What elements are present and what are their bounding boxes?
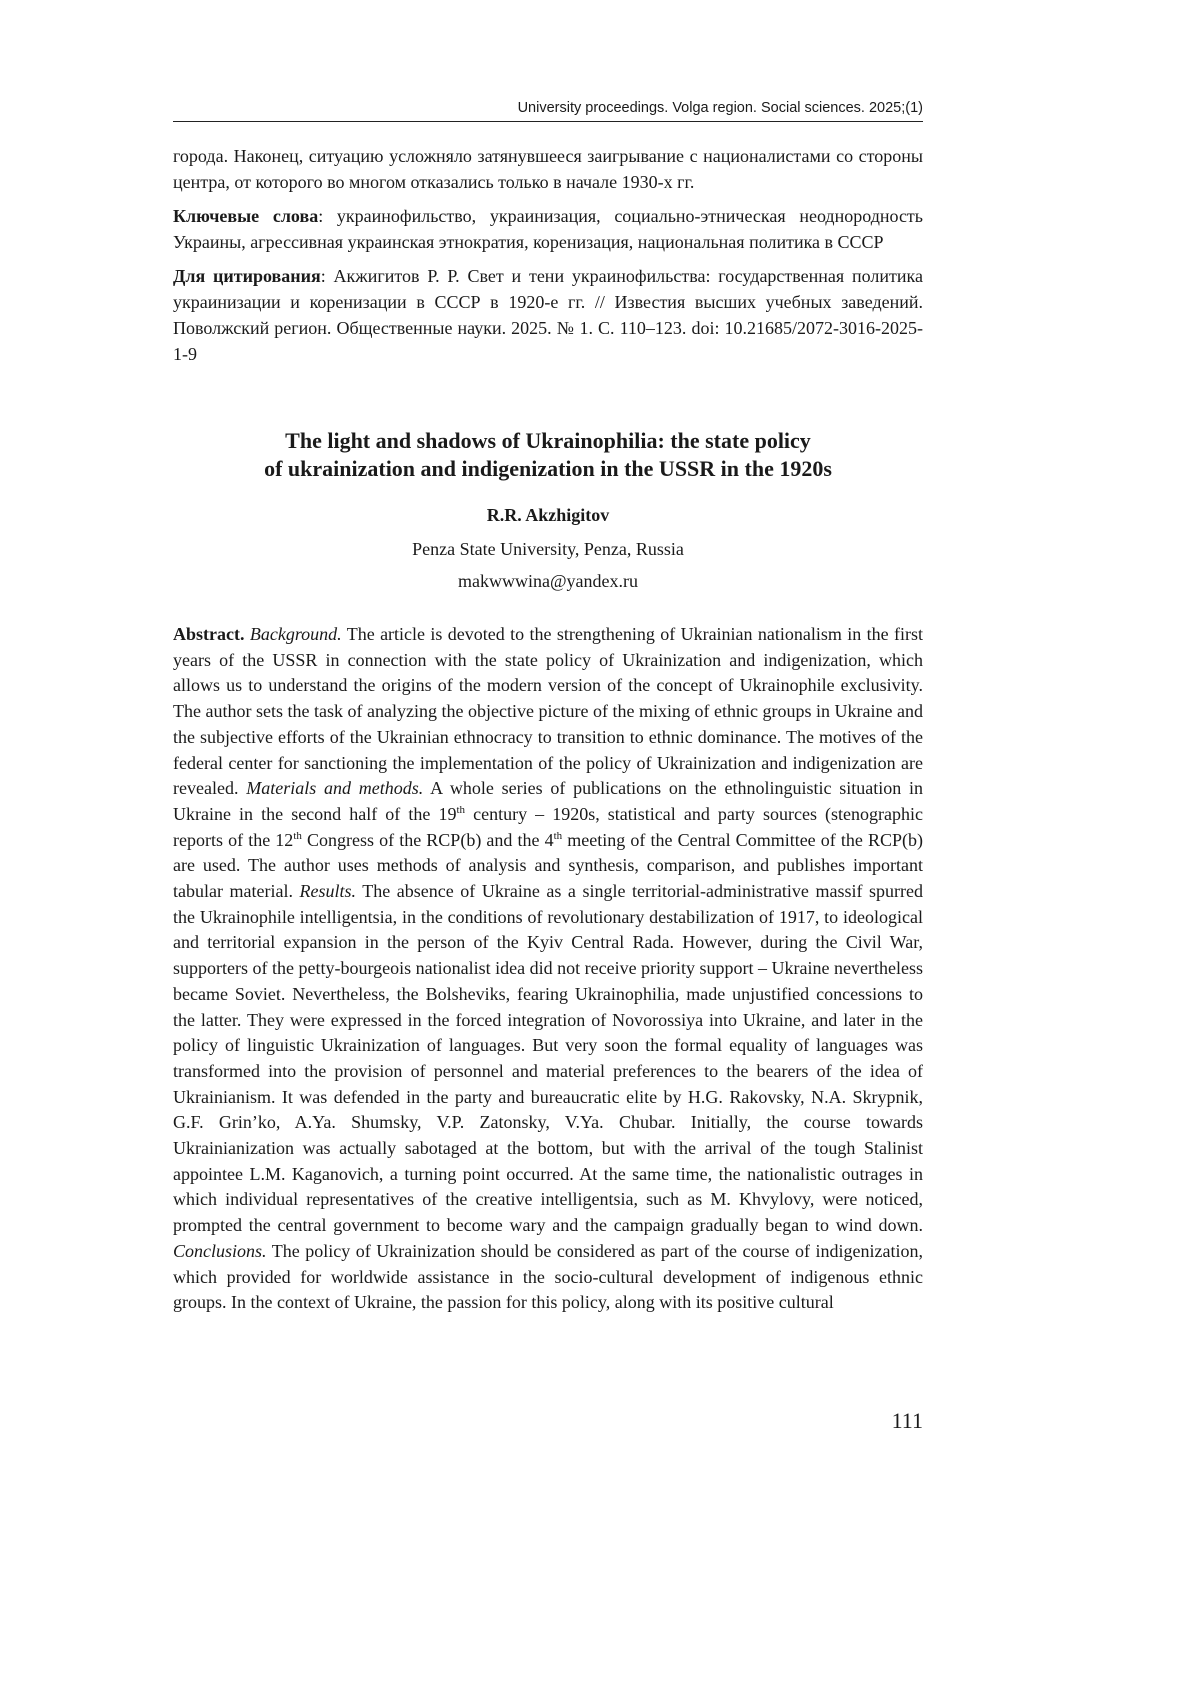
ru-continuation: города. Наконец, ситуацию усложняло затянувшееся заигрывание с националистами со стороны центра, от которого во многом отказались только в начале 1930-х гг. xyxy=(173,146,923,192)
materials-methods-label: Materials and methods. xyxy=(246,778,424,799)
superscript: th xyxy=(456,803,466,816)
results-text: The absence of Ukraine as a single territorial-administrative massif spurred the Ukrainophile intelligentsia, in the conditions of revolutionary destabilization of 1917, to ideological and territorial expansion in the person of the Kyiv Central Rada. However, during the Civil War, supporters of the petty-bourgeois nationalist idea did not receive priority support – Ukraine nevertheless became Soviet. Nevertheless, the Bolsheviks, fearing Ukrainophilia, made unjustified concessions to the latter. They were expressed in the forced integration of Novorossiya into Ukraine, and later in the policy of linguistic Ukrainization of languages. But very soon the formal equality of languages was transformed into the provision of personnel and material preferences to the bearers of the idea of Ukrainianism. It was defended in the party and bureaucratic elite by H.G. Rakovsky, N.A. Skrypnik, G.F. Grin’ko, A.Ya. Shumsky, V.P. Zatonsky, V.Ya. Chubar. Initially, the course towards Ukrainianization was actually sabotaged at the bottom, but with the arrival of the tough Stalinist appointee L.M. Kaganovich, a turning point occurred. At the same time, the nationalistic outrages in which individual representatives of the creative intelligentsia, such as M. Khvylovy, were noticed, prompted the central government to become wary and the campaign gradually began to wind down. xyxy=(173,881,923,1236)
citation-text: : Акжигитов Р. Р. Свет и тени украинофильства: государственная политика украинизации и коренизации в СССР в 1920-е гг. // Известия высших учебных заведений. Поволжский регион. Общественные науки. 2025. № 1. С. 110–123. doi: 10.21685/2072-3016-2025-1-9 xyxy=(173,266,923,364)
materials-methods-text: Congress of the RCP(b) and the 4 xyxy=(301,829,554,850)
materials-methods-text: century – 1920s, statistical and party sources (stenographic reports of the 12 xyxy=(173,803,923,850)
background-text: The article is devoted to the strengthening of Ukrainian nationalism in the first years of the USSR in connection with the state policy of Ukrainization and indigenization, which allows us to understand the origins of the modern version of the concept of Ukrainophile exclusivity. The author sets the task of analyzing the objective picture of the mixing of ethnic groups in Ukraine and the subjective efforts of the Ukrainian ethnocracy to transition to ethnic dominance. The motives of the federal center for sanctioning the implementation of the policy of Ukrainization and indigenization are revealed. xyxy=(173,624,923,799)
ru-citation xyxy=(173,263,923,367)
conclusions-label: Conclusions. xyxy=(173,1240,267,1261)
abstract xyxy=(173,622,923,1316)
title-line-2: of ukrainization and indigenization in the USSR in the 1920s xyxy=(264,456,832,481)
conclusions-text: The policy of Ukrainization should be considered as part of the course of indigenization, which provided for worldwide assistance in the socio-cultural development of indigenous ethnic groups. In the context of Ukraine, the passion for this policy, along with its positive cultural xyxy=(173,1240,923,1313)
article-title xyxy=(173,427,923,483)
page-number: 111 xyxy=(891,1408,923,1433)
russian-summary xyxy=(173,143,923,375)
materials-methods-text: A whole series of publications on the ethnolinguistic situation in Ukraine in the second half of the 19 xyxy=(173,778,923,824)
citation-label: Для цитирования xyxy=(173,266,321,286)
running-header: University proceedings. Volga region. Social sciences. 2025;(1) xyxy=(173,100,923,122)
abstract-label: Abstract. xyxy=(173,624,245,644)
background-label: Background. xyxy=(249,624,342,644)
author-email: makwwwina@yandex.ru xyxy=(457,571,639,591)
superscript: th xyxy=(293,829,302,842)
author: R.R. Akzhigitov xyxy=(486,505,610,525)
title-line-1: The light and shadows of Ukrainophilia: the state policy xyxy=(285,428,811,453)
keywords-label: Ключевые слова xyxy=(173,206,319,226)
materials-methods-text: meeting of the Central Committee of the RCP(b) are used. The author uses methods of analysis and synthesis, comparison, and publishes important tabular material. xyxy=(173,829,924,902)
superscript: th xyxy=(553,829,563,842)
ru-keywords xyxy=(173,203,923,255)
results-label: Results. xyxy=(299,881,357,902)
affiliation: Penza State University, Penza, Russia xyxy=(412,539,684,559)
keywords-text: : украинофильство, украинизация, социально-этническая неоднородность Украины, агрессивная украинская этнократия, коренизация, национальная политика в СССР xyxy=(173,206,924,252)
